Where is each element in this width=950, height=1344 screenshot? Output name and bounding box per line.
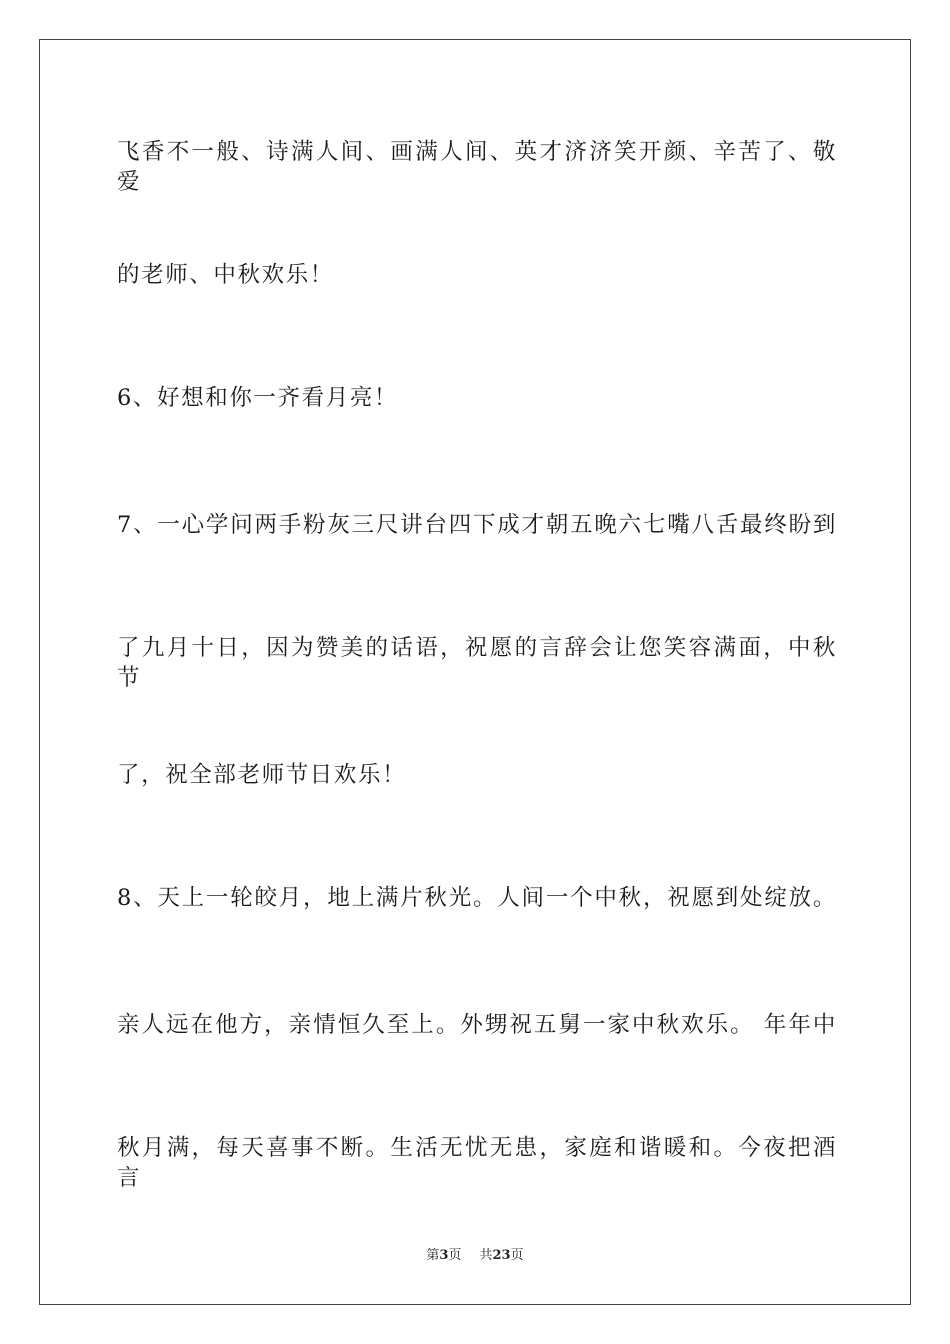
text-line-4: 7、一心学问两手粉灰三尺讲台四下成才朝五晚六七嘴八舌最终盼到 xyxy=(117,512,837,538)
footer-prefix: 第 xyxy=(426,1248,440,1263)
text-line-3: 6、好想和你一齐看月亮！ xyxy=(117,385,399,411)
page-footer xyxy=(0,1247,950,1265)
footer-total-suffix: 页 xyxy=(510,1248,524,1263)
footer-page-word: 页 xyxy=(448,1248,462,1263)
text-line-8: 亲人远在他方，亲情恒久至上。外甥祝五舅一家中秋欢乐。 年年中 xyxy=(117,1012,837,1038)
text-line-7: 8、天上一轮皎月，地上满片秋光。人间一个中秋，祝愿到处绽放。 xyxy=(117,885,837,911)
text-line-9: 秋月满，每天喜事不断。生活无忧无患，家庭和谐暖和。今夜把酒言 xyxy=(117,1135,837,1191)
text-line-2: 的老师、中秋欢乐！ xyxy=(117,262,334,288)
footer-total-prefix: 共 xyxy=(479,1248,493,1263)
text-line-6: 了，祝全部老师节日欢乐！ xyxy=(117,762,407,788)
total-page-number: 23 xyxy=(492,1248,511,1263)
current-page-number: 3 xyxy=(439,1248,449,1263)
text-line-5: 了九月十日，因为赞美的话语，祝愿的言辞会让您笑容满面，中秋节 xyxy=(117,635,837,691)
text-line-1: 飞香不一般、诗满人间、画满人间、英才济济笑开颜、辛苦了、敬爱 xyxy=(117,139,837,195)
